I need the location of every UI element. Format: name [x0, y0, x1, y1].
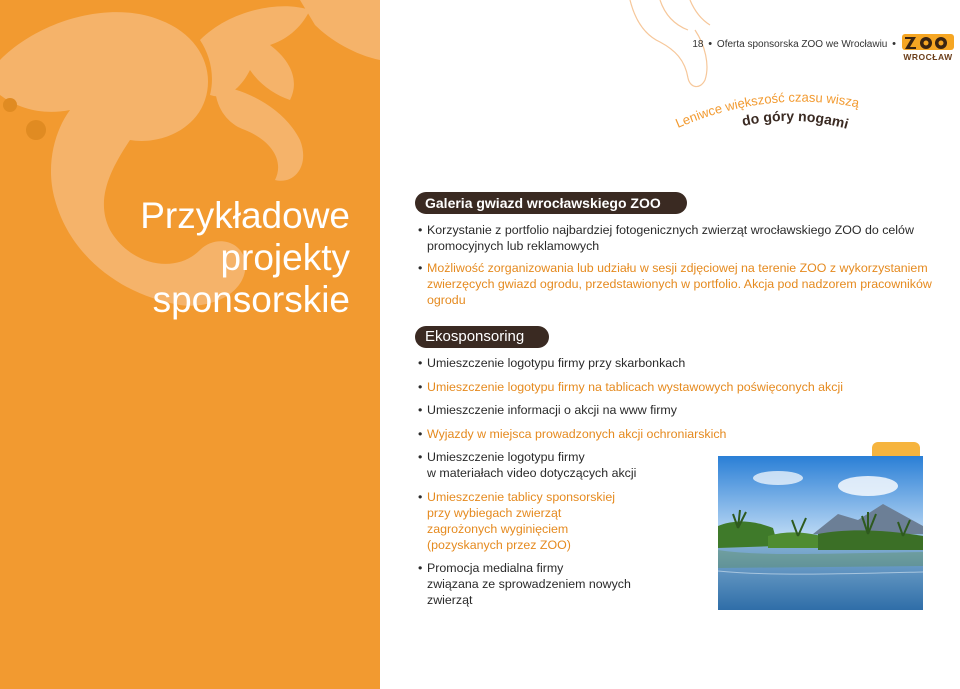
list-item: • Umieszczenie logotypu firmy przy skarbonkach — [418, 355, 918, 371]
list-item: • Wyjazdy w miejsca prowadzonych akcji ochroniarskich — [418, 426, 918, 442]
title-line-3: sponsorskie — [152, 279, 350, 320]
separator-dot: • — [708, 38, 713, 50]
list-item: • Umieszczenie informacji o akcji na www firmy — [418, 402, 918, 418]
list-item: • Korzystanie z portfolio najbardziej fotogenicznych zwierząt wrocławskiego ZOO do celów promocyjnych lub reklamowych — [418, 222, 938, 254]
section-label-galeria: Galeria gwiazd wrocławskiego ZOO — [415, 192, 687, 214]
zoo-logo — [902, 32, 954, 64]
zoo-logo-icon — [902, 32, 954, 52]
page-number: 18 — [692, 39, 704, 50]
list-item: • Promocja medialna firmy związana ze sprowadzeniem nowych zwierząt — [418, 560, 918, 608]
list-item: • Możliwość zorganizowania lub udziału w sesji zdjęciowej na terenie ZOO z wykorzystaniem zwierzęcych gwiazd ogrodu, przedstawionych w portfolio. Akcja pod nadzorem pracowników ogrodu — [418, 260, 938, 308]
slogan-line-2: do góry nogami — [740, 107, 851, 132]
logo-text: WROCŁAW — [903, 52, 953, 62]
slogan — [668, 76, 888, 156]
list-item: • Umieszczenie logotypu firmy w materiałach video dotyczących akcji — [418, 449, 918, 481]
gecko-decoration — [0, 0, 380, 689]
section-label-ekosponsoring: Ekosponsoring — [415, 326, 549, 348]
section-1-list — [418, 222, 938, 314]
separator-dot: • — [892, 38, 896, 50]
title-line-2: projekty — [220, 237, 350, 278]
svg-text:do góry nogami — [740, 108, 850, 132]
list-item: • Umieszczenie logotypu firmy na tablicach wystawowych poświęconych akcji — [418, 379, 918, 395]
lake-landscape-image — [718, 456, 923, 610]
header-title: Oferta sponsorska ZOO we Wrocławiu — [716, 39, 888, 50]
page-title — [20, 195, 350, 321]
page-header — [692, 38, 898, 50]
slogan-line-1: Leniwce większość czasu wiszą — [673, 89, 861, 131]
landscape-photo — [718, 456, 923, 610]
list-item: • Umieszczenie tablicy sponsorskiej przy wybiegach zwierząt zagrożonych wyginięciem (pozyskanych przez ZOO) — [418, 489, 918, 553]
title-line-1: Przykładowe — [140, 195, 350, 236]
left-panel — [0, 0, 380, 689]
